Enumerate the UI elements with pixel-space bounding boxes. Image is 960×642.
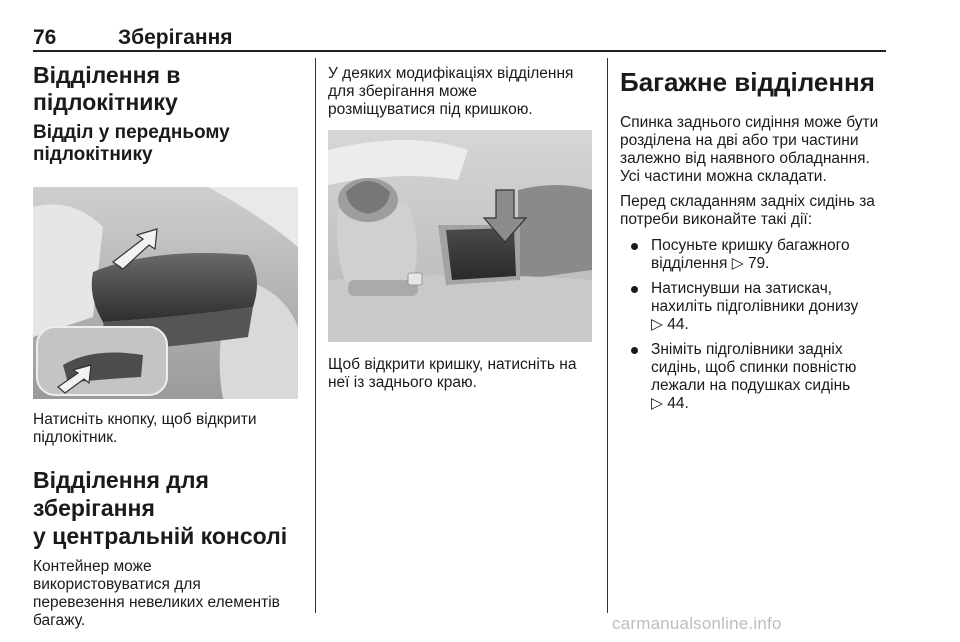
page-number: 76 (33, 26, 57, 49)
paragraph-line: розділена на дві або три частини (620, 132, 859, 149)
luggage-paragraph-1 (620, 114, 890, 186)
bullet-icon (631, 347, 638, 354)
list-item-line: Зніміть підголівники задніх (651, 341, 843, 358)
list-item-line: Посуньте кришку багажного (651, 237, 850, 254)
caption-line: Щоб відкрити кришку, натисніть на (328, 356, 577, 373)
column-middle (328, 58, 594, 392)
paragraph-line: розміщуватися під кришкою. (328, 101, 533, 118)
list-item-line: лежали на подушках сидінь (651, 377, 851, 394)
bullet-icon (631, 286, 638, 293)
list-item-line: Натиснувши на затискач, (651, 280, 833, 297)
page-ref-link[interactable]: 44. (667, 316, 689, 333)
subheading-line: підлокітнику (33, 144, 153, 165)
list-item (620, 341, 890, 413)
page-ref-link[interactable]: 79. (747, 255, 770, 272)
paragraph-line: перевезення невеликих елементів (33, 594, 280, 611)
luggage-compartment-heading: Багажне відділення (620, 67, 875, 97)
front-armrest-subheading (33, 122, 303, 166)
heading-line: Відділення для зберігання (33, 467, 209, 521)
console-illustration (328, 130, 592, 342)
column-right (620, 58, 890, 420)
console-lid-intro (328, 65, 594, 119)
steps-list (620, 237, 890, 413)
list-item-line (651, 316, 890, 334)
list-item-line: нахиліть підголівники донизу (651, 298, 859, 315)
column-divider-2 (607, 58, 608, 613)
center-console-heading (33, 466, 303, 550)
paragraph-line: потреби виконайте такі дії: (620, 211, 813, 228)
bullet-icon (631, 243, 638, 250)
page-ref-link[interactable]: 44. (667, 395, 689, 412)
paragraph-line: для зберігання може (328, 83, 477, 100)
heading-line: у центральній консолі (33, 523, 288, 549)
page-ref-icon: ▷ (651, 395, 663, 412)
list-item (620, 237, 890, 273)
list-item-text: відділення (651, 255, 728, 272)
list-item-line (651, 255, 890, 273)
list-item (620, 280, 890, 334)
header-divider (33, 50, 886, 52)
caption-line: підлокітник. (33, 429, 118, 446)
column-divider-1 (315, 58, 316, 613)
paragraph-line: Контейнер може (33, 558, 152, 575)
paragraph-line: Усі частини можна складати. (620, 168, 827, 185)
paragraph-line: Спинка заднього сидіння може бути (620, 114, 879, 131)
paragraph-line: використовуватися для (33, 576, 201, 593)
luggage-paragraph-2 (620, 193, 890, 229)
armrest-caption (33, 411, 303, 447)
armrest-illustration (33, 187, 298, 399)
paragraph-line: У деяких модифікаціях відділення (328, 65, 574, 82)
console-lid-caption (328, 356, 594, 392)
watermark: carmanualsonline.info (612, 614, 782, 633)
column-left (33, 58, 303, 630)
list-item-line: сидінь, щоб спинки повністю (651, 359, 857, 376)
caption-line: Натисніть кнопку, щоб відкрити (33, 411, 257, 428)
paragraph-line: Перед складанням задніх сидінь за (620, 193, 875, 210)
armrest-heading: Відділення в підлокітнику (33, 62, 181, 115)
section-title: Зберігання (118, 26, 233, 49)
page-ref-icon: ▷ (731, 255, 744, 272)
paragraph-line: залежно від наявного обладнання. (620, 150, 870, 167)
caption-line: неї із заднього краю. (328, 374, 477, 391)
center-console-paragraph (33, 558, 303, 630)
list-item-line (651, 395, 890, 413)
paragraph-line: багажу. (33, 612, 86, 629)
subheading-line: Відділ у передньому (33, 122, 230, 143)
page-ref-icon: ▷ (651, 316, 663, 333)
